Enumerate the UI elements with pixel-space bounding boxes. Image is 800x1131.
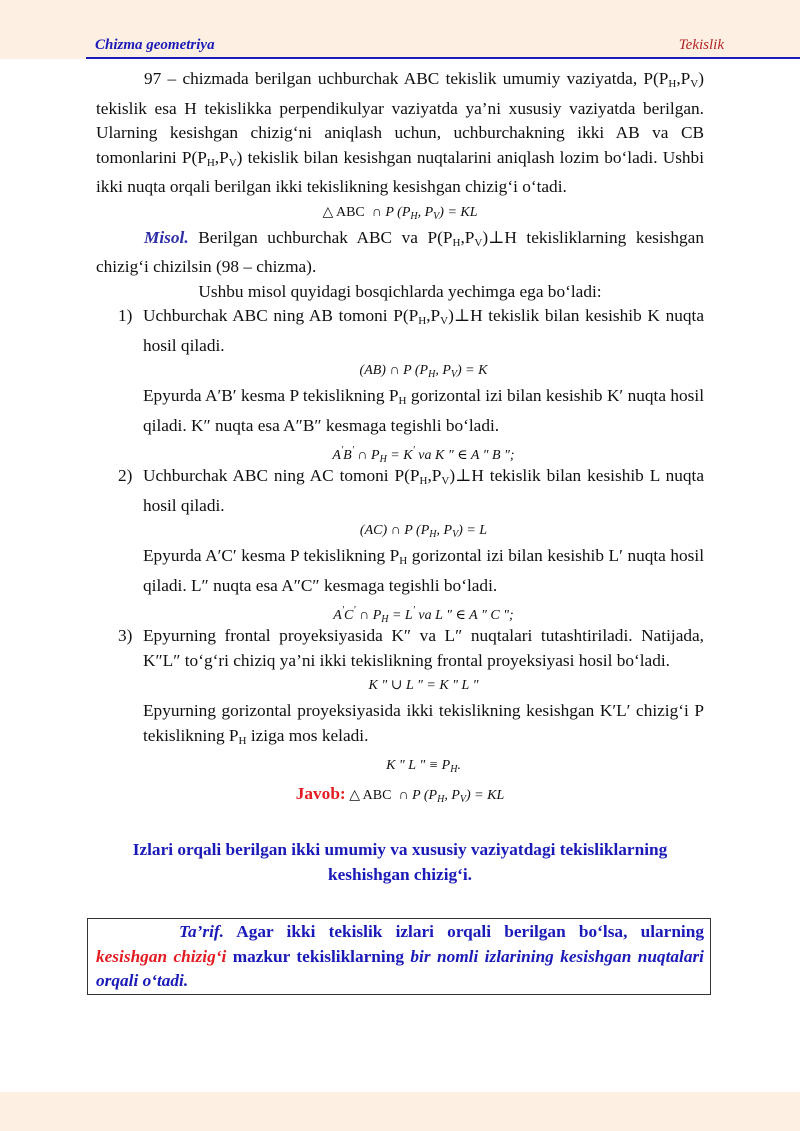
text-run: gorizontal izi bilan kesishib L′ nuqta hosil qiladi. L″ nuqta esa A″C″ kesmaga tegishli bo‘ladi. xyxy=(143,546,704,595)
subscript: H xyxy=(206,156,215,169)
subscript: V xyxy=(228,156,237,169)
text-run: gorizontal izi bilan kesishib K′ nuqta hosil qiladi. K″ nuqta esa A″B″ kesmaga tegishli bo‘ladi. xyxy=(143,386,705,435)
text-run: iziga mos keladi. xyxy=(246,725,369,745)
subscript: H xyxy=(418,315,427,327)
step-number: 3) xyxy=(118,626,133,645)
text-run: ,P xyxy=(427,466,442,485)
formula-prime: ′ xyxy=(412,605,415,616)
subscript: H xyxy=(399,555,408,567)
formula-part: K " L " ≡ P xyxy=(386,758,451,773)
formula-part: ∩ P xyxy=(353,448,380,463)
definition-text xyxy=(96,920,704,994)
formula-kl-ph xyxy=(143,753,704,779)
header-book-title: Chizma geometriya xyxy=(95,37,215,53)
text-run: Epyurning gorizontal proyeksiyasida ikki tekislikning kesishgan K′L′ chizig‘i P tekislikning P xyxy=(143,701,704,745)
step-2 xyxy=(96,464,704,624)
formula-ac-l xyxy=(143,518,704,544)
formula-prime: ′ xyxy=(340,445,344,456)
text-run: )⊥H tekislik bilan kesishib L nuqta hosil qiladi. xyxy=(143,466,704,515)
formula-sub: H xyxy=(410,210,418,222)
page-header xyxy=(0,0,800,58)
subscript: H xyxy=(419,475,428,487)
text-run: Uchburchak ABC ning AC tomoni P(P xyxy=(143,466,420,485)
formula-part: (AB) ∩ P (P xyxy=(359,363,429,378)
formula-sub: H xyxy=(450,764,458,775)
text-run: )⊥H tekisliklarning kesishgan chizig‘i chizilsin (98 – chizma). xyxy=(96,227,704,276)
formula-sub: V xyxy=(450,369,457,380)
formula-ac-ph xyxy=(143,598,704,624)
formula-part: ) = KL xyxy=(439,204,478,220)
step-3-epyur-text xyxy=(143,699,704,753)
formula-part: ) = KL xyxy=(466,788,505,803)
definition-key-term: kesishgan chizig‘i xyxy=(96,946,227,966)
formula-sub: H xyxy=(437,794,445,805)
formula-part: B xyxy=(343,448,352,463)
formula-part: ∩ P xyxy=(355,608,382,623)
step-1 xyxy=(96,304,704,464)
step-1-text xyxy=(143,304,704,358)
formula-part: va K " ∈ A " B "; xyxy=(414,448,515,463)
formula-prime: ′ xyxy=(351,445,354,456)
text-run: ) tekislik bilan kesishgan nuqtalarini aniqlash lozim bo‘ladi. Ushbi ikki nuqta orqali berilgan ikki tekislikning kesishgan chizig‘i o‘tadi. xyxy=(96,147,705,196)
step-2-text xyxy=(143,464,704,518)
formula-part: , P xyxy=(435,363,451,378)
text-run: Agar ikki tekislik izlari orqali berilgan bo‘lsa, ularning xyxy=(223,922,704,941)
formula-part: va L " ∈ A " C "; xyxy=(414,608,514,623)
text-run: ,P xyxy=(676,69,691,88)
step-2-epyur-text xyxy=(143,544,704,598)
text-run: ,P xyxy=(214,147,229,167)
formula-ab-k xyxy=(143,358,704,384)
step-3 xyxy=(96,624,704,779)
formula-part: (AC) ∩ P (P xyxy=(359,523,430,538)
formula-sub: V xyxy=(433,210,440,222)
subscript: V xyxy=(690,78,699,90)
formula-sub: H xyxy=(429,529,437,540)
text-run: 97 – chizmada berilgan uchburchak ABC tekislik umumiy vaziyatda, P(P xyxy=(144,69,669,88)
subscript: H xyxy=(398,395,407,407)
formula-part: A xyxy=(332,448,341,463)
formula-part: = L xyxy=(388,608,413,623)
step-number: 1) xyxy=(118,306,133,325)
text-run: mazkur tekisliklarning xyxy=(226,946,411,966)
formula-abc-kl xyxy=(96,200,704,226)
formula-part: . xyxy=(457,758,461,773)
formula-sub: V xyxy=(459,794,466,805)
formula-part: A xyxy=(333,608,342,623)
answer-label: Javob: xyxy=(295,784,346,803)
step-1-epyur-text xyxy=(143,384,704,438)
formula-sub: H xyxy=(379,454,387,465)
text-run: ,P xyxy=(426,306,441,325)
page-content xyxy=(96,67,704,887)
formula-part: , P xyxy=(444,788,460,803)
subscript: V xyxy=(441,475,450,487)
formula-sub: H xyxy=(381,614,389,625)
formula-part: , P xyxy=(417,204,434,220)
page-footer xyxy=(0,1092,800,1131)
formula-prime: ′ xyxy=(412,445,415,456)
formula-part: , P xyxy=(436,523,453,538)
subscript: H xyxy=(238,734,247,747)
subscript: H xyxy=(668,78,677,90)
text-run: Uchburchak ABC ning AB tomoni P(P xyxy=(143,306,419,325)
text-run: Berilgan uchburchak ABC va P(P xyxy=(188,227,453,247)
section-heading: Izlari orqali berilgan ikki umumiy va xususiy vaziyatdagi tekisliklarning keshishgan chizig‘i. xyxy=(132,840,668,884)
answer-formula xyxy=(96,779,704,809)
formula-part: ∩ P (P xyxy=(398,788,438,803)
text-run: Epyurda A′B′ kesma P tekislikning P xyxy=(143,386,399,405)
text-run: ,P xyxy=(460,227,475,247)
formula-part: C xyxy=(344,608,354,623)
formula-part: ) = L xyxy=(458,523,488,538)
misol-paragraph xyxy=(96,226,704,280)
formula-part: = K xyxy=(386,448,413,463)
formula-sub: H xyxy=(428,369,436,380)
formula-kl-union: K " ∪ L " = K " L " xyxy=(368,678,479,693)
text-run: ) tekislik esa H tekislikka perpendikulyar vaziyatda ya’ni xususiy vaziyatda berilgan. Ularning kesishgan chizig‘ni aniqlash uchun, uchburchakning ikki AB va CB tomonlarini P(P xyxy=(96,69,704,167)
formula-prime: ′ xyxy=(353,605,356,616)
subscript: H xyxy=(452,236,461,249)
formula-part: ∩ P (P xyxy=(371,204,411,220)
subscript: V xyxy=(474,236,483,249)
step-3-text: Epyurning frontal proyeksiyasida K″ va L″ nuqtalari tutashtiriladi. Natijada, K″L″ to‘g‘ri chiziq ya’ni ikki tekislikning frontal proyeksiyasi hosil bo‘ladi. xyxy=(143,626,704,670)
formula-sub: V xyxy=(452,529,459,540)
text-run: )⊥H tekislik bilan kesishib K nuqta hosil qiladi. xyxy=(143,306,704,355)
definition-label: Ta’rif. xyxy=(179,922,224,941)
subscript: V xyxy=(440,315,449,327)
definition-box xyxy=(87,918,711,995)
formula-prime: ′ xyxy=(341,605,345,616)
formula-ab-ph xyxy=(143,438,704,464)
misol-label: Misol. xyxy=(144,227,189,247)
formula-part: △ ABC xyxy=(345,788,392,803)
text-run: Epyurda A′C′ kesma P tekislikning P xyxy=(143,546,400,565)
steps-intro: Ushbu misol quyidagi bosqichlarda yechimga ega bo‘ladi: xyxy=(198,281,602,301)
formula-part: △ ABC xyxy=(322,204,365,220)
header-section-title: Tekislik xyxy=(678,37,724,53)
formula-part: ) = K xyxy=(457,363,488,378)
step-number: 2) xyxy=(118,466,133,485)
intro-paragraph xyxy=(96,67,704,200)
page-body xyxy=(0,59,800,1092)
definition-italic: bir nomli izlarining kesishgan nuqtalari orqali o‘tadi. xyxy=(96,946,704,990)
